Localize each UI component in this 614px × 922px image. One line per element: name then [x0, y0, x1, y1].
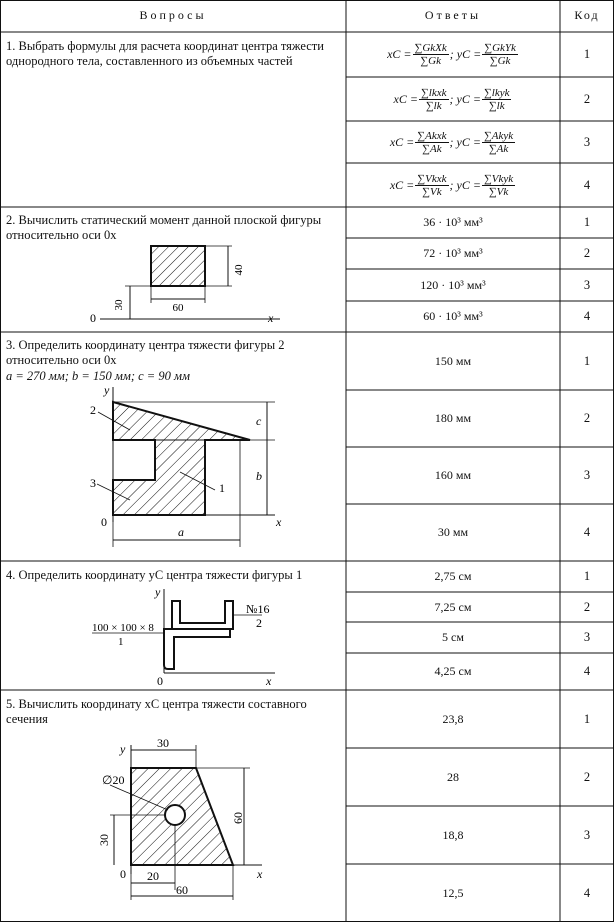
q5-answer-1: 23,8 [442, 711, 464, 726]
q1-a3-y-lhs: ; yC = [449, 134, 481, 149]
q5-figure [0, 690, 346, 922]
q4-channel-id: 2 [256, 616, 262, 630]
q3-code-3: 3 [583, 468, 591, 482]
header-code: Код [574, 8, 600, 22]
q4-figure [0, 561, 346, 690]
q4-angle-label: 100 × 100 × 8 [92, 622, 154, 634]
q2-code-4: 4 [583, 309, 591, 323]
question-3-text: 3. Определить координату центра тяжести фигуры 2 относительно оси 0x [6, 338, 285, 367]
q3-code-4: 4 [583, 525, 591, 539]
header-questions: Вопросы [139, 8, 207, 22]
q1-a3-x-den: ∑Ak [422, 142, 442, 155]
q5-dim-right: 60 [231, 812, 245, 824]
q2-code-2: 2 [583, 246, 591, 260]
q4-answer-2: 7,25 см [434, 599, 472, 614]
q1-a4-x-lhs: xC = [389, 177, 415, 192]
q2-code-1: 1 [583, 215, 591, 229]
q1-a2-x-num: ∑lkxk [420, 86, 447, 99]
q5-code-3: 3 [583, 827, 591, 842]
q1-a4-x-frac [415, 173, 448, 198]
q5-code-1: 1 [583, 711, 591, 726]
q2-axis-x: x [268, 311, 274, 325]
q2-answer-1: 36 · 10³ мм³ [423, 215, 483, 229]
q3-code-1: 1 [583, 353, 591, 368]
q4-channel-label: №16 [246, 602, 270, 616]
q5-answer-3: 18,8 [442, 827, 464, 842]
q1-code-2: 2 [583, 91, 591, 106]
q1-code-3: 3 [583, 134, 591, 149]
q3-label-a: a [178, 525, 184, 539]
q3-code-2: 2 [583, 411, 591, 425]
q1-a3-y-num: ∑Akyk [483, 129, 514, 142]
q5-hole [165, 805, 185, 825]
q1-answer-2 [346, 77, 560, 121]
q1-a3-x-frac [415, 130, 448, 155]
q1-a1-y-num: ∑GkYk [484, 42, 516, 54]
q5-answer-4: 12,5 [442, 885, 464, 900]
q1-a2-y-den: ∑lk [488, 99, 505, 112]
q3-answer-2: 180 мм [434, 411, 472, 425]
q3-label-x: x [276, 515, 282, 529]
q2-answer-4: 60 · 10³ мм³ [423, 309, 483, 323]
q1-a1-y-frac [482, 42, 518, 67]
q5-dim-left: 30 [97, 834, 111, 846]
header-answers: Ответы [424, 8, 482, 22]
q3-answer-3: 160 мм [434, 468, 472, 482]
q1-code-4: 4 [583, 177, 591, 192]
q2-dim-30: 30 [113, 299, 125, 311]
q1-answer-1 [346, 32, 560, 77]
q1-a4-x-den: ∑Vk [422, 185, 442, 198]
q2-rectangle [151, 246, 205, 286]
q1-a4-y-lhs: ; yC = [449, 177, 481, 192]
q1-a4-y-num: ∑Vkyk [483, 172, 514, 185]
q1-a2-y-num: ∑lkyk [483, 86, 510, 99]
q5-origin: 0 [120, 867, 126, 881]
q3-composite-shape [113, 402, 250, 515]
question-5-text: 5. Вычислить координату xC центра тяжести составного сечения [6, 697, 307, 726]
q4-angle-id: 1 [118, 636, 124, 648]
q5-dim-60: 60 [176, 883, 188, 897]
q2-dim-60: 60 [172, 302, 184, 314]
q3-label-3: 3 [90, 476, 96, 490]
q5-label-x: x [257, 867, 263, 881]
q1-a2-x-frac [419, 87, 449, 112]
q1-answer-4 [346, 163, 560, 207]
q4-label-x: x [266, 674, 272, 688]
q1-a1-y-den: ∑Gk [489, 55, 511, 67]
q4-code-3: 3 [583, 630, 591, 644]
q3-figure [0, 332, 346, 561]
q1-a2-x-den: ∑lk [425, 99, 442, 112]
q3-label-b: b [256, 469, 262, 483]
q3-answer-4: 30 мм [437, 525, 469, 539]
q1-a4-x-num: ∑Vkxk [417, 172, 447, 185]
q4-origin: 0 [157, 674, 163, 688]
q1-a4-y-frac [482, 173, 515, 198]
q1-a1-x-den: ∑Gk [420, 55, 441, 67]
q1-a4-y-den: ∑Vk [488, 185, 509, 198]
q2-answer-3: 120 · 10³ мм³ [420, 277, 486, 292]
q4-code-2: 2 [583, 599, 591, 614]
q4-label-y: y [155, 585, 161, 599]
q4-answer-1: 2,75 см [434, 569, 472, 583]
q1-a3-x-lhs: xC = [389, 134, 415, 149]
q2-answer-2: 72 · 10³ мм³ [423, 246, 483, 260]
q4-channel-section [172, 601, 233, 629]
q3-label-1: 1 [219, 481, 225, 495]
q1-a3-y-den: ∑Ak [488, 142, 509, 155]
q4-angle-section [164, 629, 230, 669]
q1-code-1: 1 [583, 47, 591, 61]
q5-label-y: y [120, 742, 126, 756]
question-4-text: 4. Определить координату yC центра тяжести фигуры 1 [6, 568, 303, 582]
q3-label-y: y [104, 383, 110, 397]
q4-code-4: 4 [583, 664, 591, 678]
q1-a1-x-frac [413, 42, 449, 67]
q5-code-4: 4 [583, 885, 591, 900]
q1-a1-x-num: ∑GkXk [414, 42, 447, 54]
q1-a2-y-frac [482, 87, 512, 112]
q2-dim-40: 40 [233, 264, 245, 276]
q5-answer-2: 28 [447, 769, 459, 784]
q3-label-2: 2 [90, 403, 96, 417]
question-1-text: 1. Выбрать формулы для расчета координат центра тяжести однородного тела, составленного из объемных частей [6, 39, 324, 68]
question-3-params: a = 270 мм; b = 150 мм; c = 90 мм [6, 369, 190, 383]
q4-answer-3: 5 см [442, 630, 464, 644]
q1-a1-x-lhs: xC = [387, 47, 412, 61]
q2-origin: 0 [90, 311, 96, 325]
q4-code-1: 1 [583, 569, 591, 583]
q3-answer-1: 150 мм [434, 353, 472, 368]
q1-a2-x-lhs: xC = [393, 91, 418, 106]
q5-dim-top: 30 [157, 736, 169, 750]
q2-code-3: 3 [583, 277, 591, 292]
q2-figure [0, 207, 346, 332]
q4-answer-4: 4,25 см [434, 664, 472, 678]
q1-a3-x-num: ∑Akxk [417, 129, 447, 142]
q3-origin: 0 [101, 515, 107, 529]
q1-a1-y-lhs: ; yC = [449, 47, 482, 61]
q5-hole-label: ∅20 [102, 773, 125, 787]
q5-code-2: 2 [583, 769, 591, 784]
q1-a3-y-frac [482, 130, 515, 155]
q5-dim-20: 20 [147, 869, 159, 883]
q1-answer-3 [346, 121, 560, 163]
q3-label-c: c [256, 414, 262, 428]
q1-a2-y-lhs: ; yC = [449, 91, 481, 106]
question-2-text: 2. Вычислить статический момент данной плоской фигуры относительно оси 0x [6, 213, 322, 242]
